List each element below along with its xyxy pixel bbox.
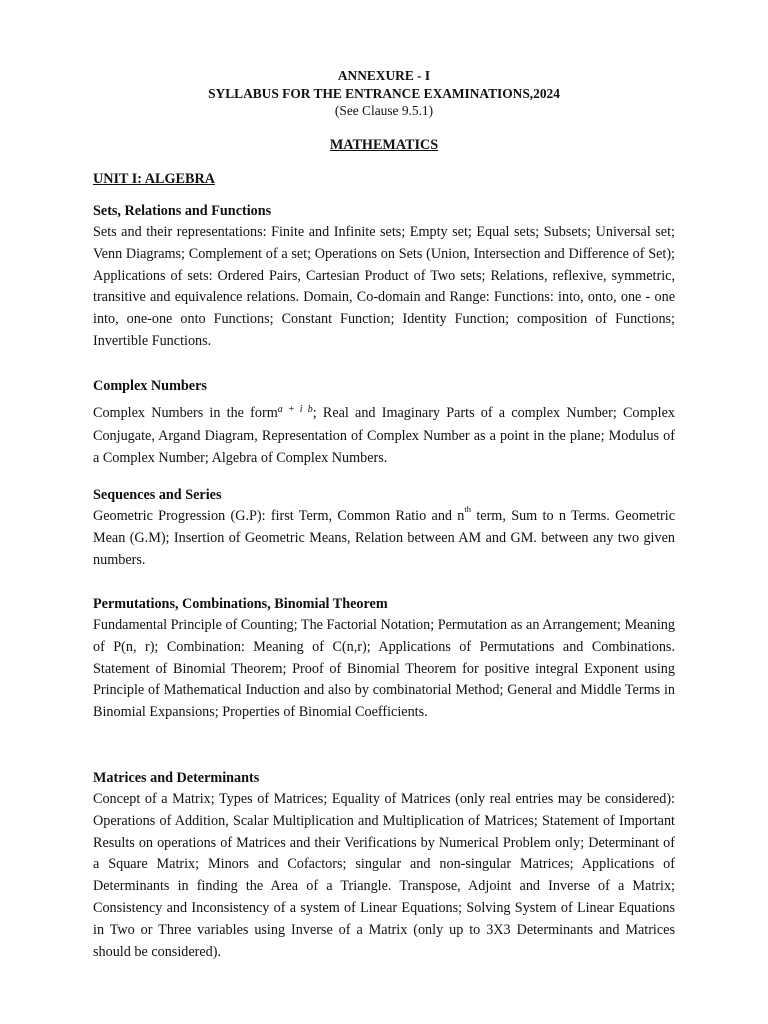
section-heading: Sets, Relations and Functions xyxy=(93,203,272,219)
body-text: term, Sum to n Terms. Geometric Mean (G.M); Insertion of Geometric Means, Relation between AM and GM. between any two given numbers. xyxy=(93,508,675,568)
body-text: ; Real and Imaginary Parts of a complex Number; Complex Conjugate, Argand Diagram, Representation of Complex Number as a point in the plane; Modulus of a Complex Number; Algebra of Complex Numbers. xyxy=(93,405,675,466)
section-body: Fundamental Principle of Counting; The Factorial Notation; Permutation as an Arrangement; Meaning of P(n, r); Combination: Meaning of C(n,r); Applications of Permutations and Combinations. Statement of Binomial Theorem; Proof of Binomial Theorem for positive integral Exponent using Principle of Mathematical Induction and also by combinatorial Method; General and Middle Terms in Binomial Expansions; Properties of Binomial Coefficients. xyxy=(93,617,675,721)
section-complex-numbers xyxy=(93,375,675,469)
section-heading: Sequences and Series xyxy=(93,487,222,503)
annexure-label: ANNEXURE - I xyxy=(337,68,431,83)
section-heading: Complex Numbers xyxy=(93,378,207,394)
section-body: Concept of a Matrix; Types of Matrices; Equality of Matrices (only real entries may be considered): Operations of Addition, Scalar Multiplication and Multiplication of Matrices; Statement of Important Results on operations of Matrices and their Verifications by Numerical Problem only; Determinant of a Square Matrix; Minors and Cofactors; singular and non-singular Matrices; Applications of Determinants in finding the Area of a Triangle. Transpose, Adjoint and Inverse of a Matrix; Consistency and Inconsistency of a system of Linear Equations; Solving System of Linear Equations in Two or Three variables using Inverse of a Matrix (only up to 3X3 Determinants and Matrices should be considered). xyxy=(93,791,675,960)
superscript: th xyxy=(464,504,472,515)
section-heading: Permutations, Combinations, Binomial Theorem xyxy=(93,596,388,612)
body-text: Geometric Progression (G.P): first Term, Common Ratio and n xyxy=(93,508,465,524)
section-matrices-determinants xyxy=(93,767,675,963)
body-text: Complex Numbers in the form xyxy=(93,405,278,421)
section-permutations-combinations xyxy=(93,593,675,724)
subject-heading: MATHEMATICS xyxy=(329,137,439,153)
unit-heading: UNIT I: ALGEBRA xyxy=(93,171,215,187)
section-sets-relations-functions xyxy=(93,200,675,353)
clause-reference: (See Clause 9.5.1) xyxy=(334,103,434,118)
section-body xyxy=(93,403,675,469)
section-heading: Matrices and Determinants xyxy=(93,770,260,786)
complex-formula: a + i b xyxy=(277,404,313,415)
section-sequences-series xyxy=(93,484,675,571)
syllabus-title: SYLLABUS FOR THE ENTRANCE EXAMINATIONS,2024 xyxy=(208,86,560,101)
section-body xyxy=(93,506,675,571)
section-body: Sets and their representations: Finite and Infinite sets; Empty set; Equal sets; Subsets; Universal set; Venn Diagrams; Complement of a set; Operations on Sets (Union, Intersection and Difference of Set); Applications of sets: Ordered Pairs, Cartesian Product of Two sets; Relations, reflexive, symmetric, transitive and equivalence relations. Domain, Co-domain and Range: Functions: into, onto, one - one into, one-one onto Functions; Constant Function; Identity Function; composition of Functions; Invertible Functions. xyxy=(93,224,675,349)
